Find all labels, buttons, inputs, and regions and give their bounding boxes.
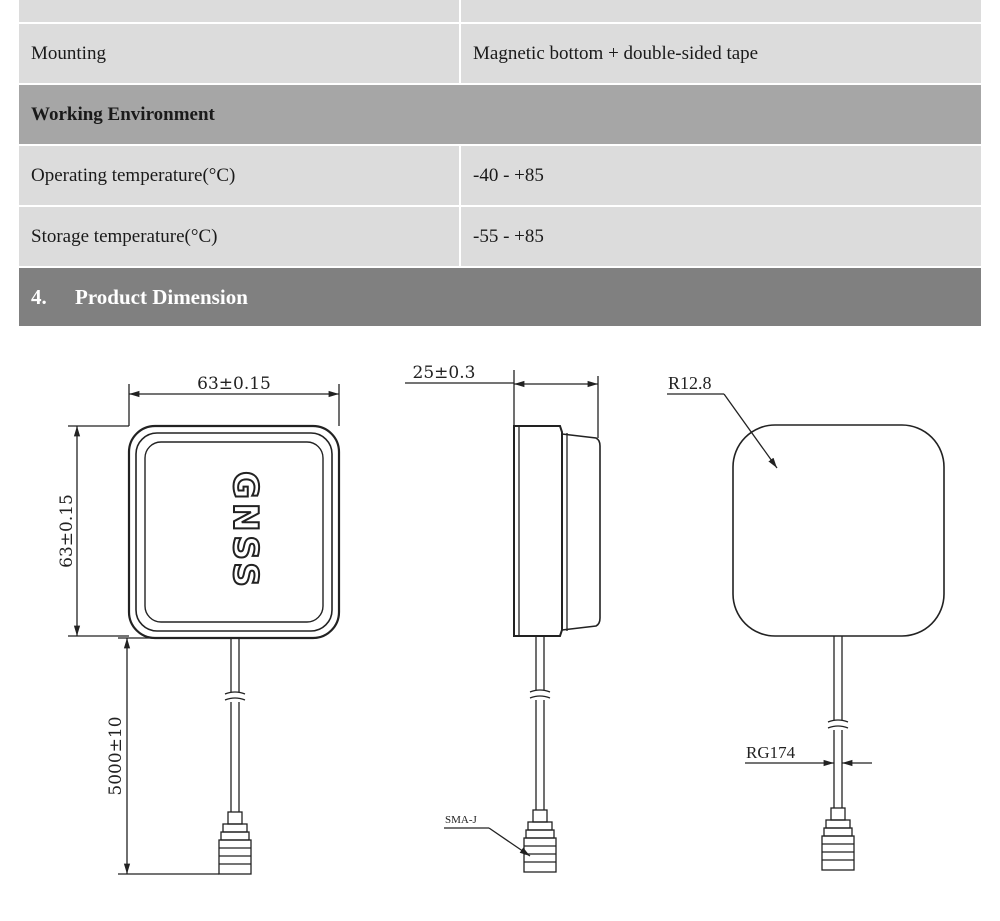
connector-label: SMA-J — [445, 814, 477, 826]
side-view — [405, 370, 600, 872]
side-depth-dim: 25±0.3 — [412, 363, 476, 383]
subheader-title: Working Environment — [19, 85, 981, 144]
spec-label: Storage temperature(°C) — [19, 207, 461, 266]
spec-value: Magnetic bottom + double-sided tape — [461, 24, 981, 83]
spec-label: Mounting — [19, 24, 461, 83]
gnss-logo: GNSS — [225, 471, 265, 591]
front-width-dim: 63±0.15 — [197, 374, 271, 394]
cable-type-label: RG174 — [746, 743, 796, 762]
spec-value: -55 - +85 — [461, 207, 981, 266]
front-view — [68, 384, 339, 874]
back-view — [667, 394, 944, 870]
section-number: 4. — [31, 284, 47, 309]
radius-label: R12.8 — [668, 373, 712, 393]
front-height-dim: 63±0.15 — [57, 494, 77, 568]
spec-value: -40 - +85 — [461, 146, 981, 205]
cable-length-dim: 5000±10 — [106, 716, 126, 796]
spec-label: Operating temperature(°C) — [19, 146, 461, 205]
section-title: Product Dimension — [75, 284, 248, 309]
